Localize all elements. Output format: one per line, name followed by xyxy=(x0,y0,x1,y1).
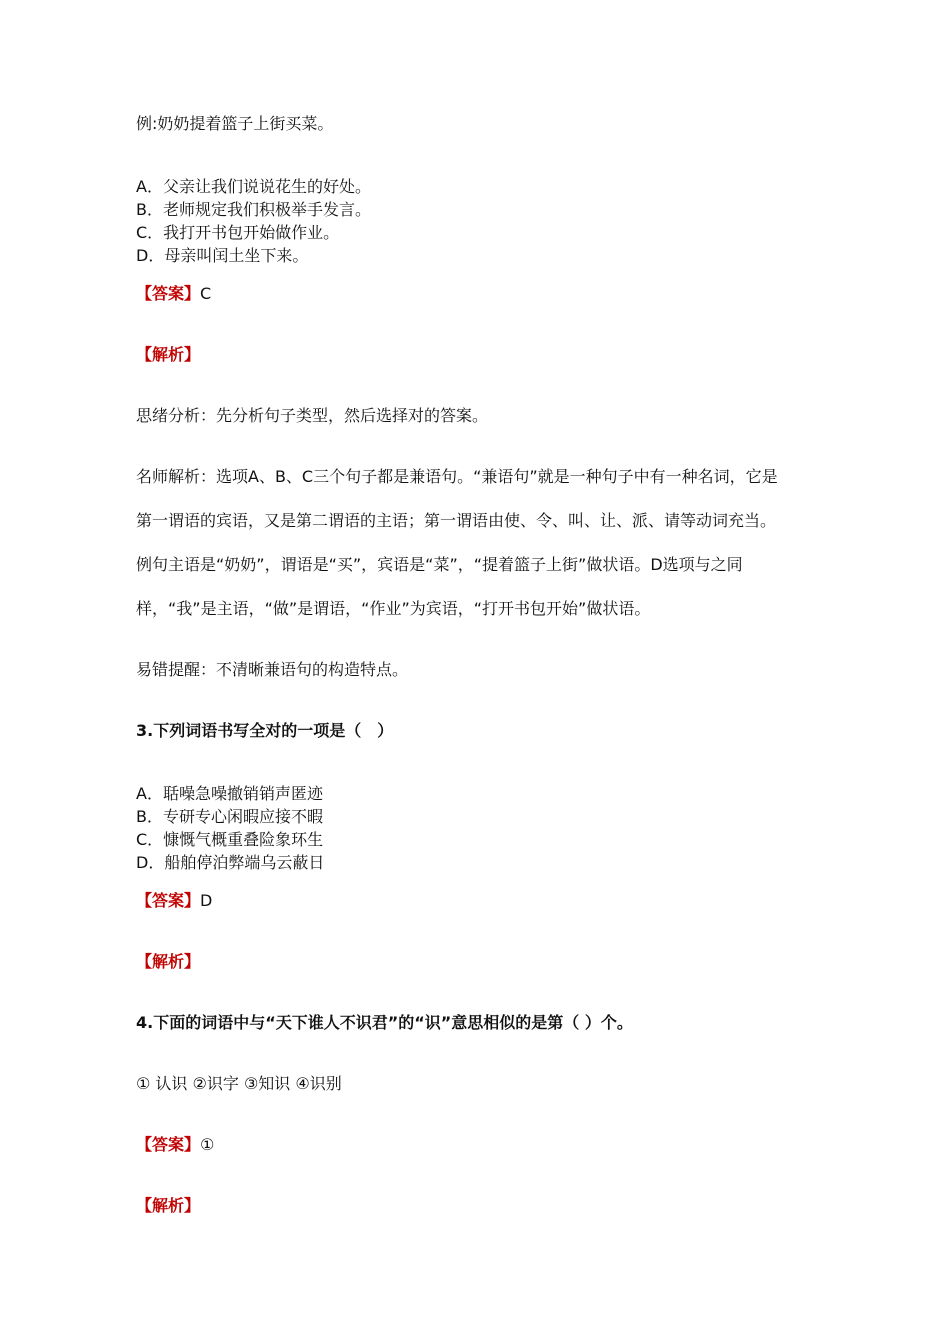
q4-answer-row xyxy=(136,1134,214,1156)
q3-option-b: B．专研专心闲暇应接不暇 xyxy=(136,807,323,826)
q4-analysis-label: 【解析】 xyxy=(136,1196,201,1215)
question-4-stem: 4.下面的词语中与“天下谁人不识君”的“识”意思相似的是第（ ）个。 xyxy=(136,1013,633,1032)
example-sentence: 例:奶奶提着篮子上街买菜。 xyxy=(136,114,334,133)
q4-answer-label: 【答案】 xyxy=(136,1135,201,1154)
answer-label: 【答案】 xyxy=(136,284,201,303)
question-3-stem: 3.下列词语书写全对的一项是（ ） xyxy=(136,721,394,740)
q4-choices: ① 认识 ②识字 ③知识 ④识别 xyxy=(136,1074,342,1093)
explain-line-3: 例句主语是“奶奶”，谓语是“买”，宾语是“菜”，“提着篮子上街”做状语。D选项与之同 xyxy=(136,555,743,574)
option-a: A．父亲让我们说说花生的好处。 xyxy=(136,177,371,196)
q3-option-a: A．聒噪急噪撤销销声匿迹 xyxy=(136,784,323,803)
thinking-analysis: 思绪分析：先分析句子类型，然后选择对的答案。 xyxy=(136,406,489,425)
mistake-reminder: 易错提醒：不清晰兼语句的构造特点。 xyxy=(136,660,409,679)
answer-value: C xyxy=(200,284,212,303)
q3-option-d: D．船舶停泊弊端乌云蔽日 xyxy=(136,853,325,872)
explain-line-2: 第一谓语的宾语，又是第二谓语的主语；第一谓语由使、令、叫、让、派、请等动词充当。 xyxy=(136,511,777,530)
q3-answer-value: D xyxy=(200,891,213,910)
q4-answer-value: ① xyxy=(200,1135,215,1154)
q3-answer-label: 【答案】 xyxy=(136,891,201,910)
q3-analysis-label: 【解析】 xyxy=(136,952,201,971)
answer-row xyxy=(136,283,211,305)
q3-answer-row xyxy=(136,890,212,912)
explain-line-1: 名师解析：选项A、B、C三个句子都是兼语句。“兼语句”就是一种句子中有一种名词，它是 xyxy=(136,467,778,486)
q3-option-c: C．慷慨气概重叠险象环生 xyxy=(136,830,324,849)
explain-line-4: 样，“我”是主语，“做”是谓语，“作业”为宾语，“打开书包开始”做状语。 xyxy=(136,599,651,618)
option-d: D．母亲叫闰土坐下来。 xyxy=(136,246,309,265)
option-b: B．老师规定我们积极举手发言。 xyxy=(136,200,371,219)
option-c: C．我打开书包开始做作业。 xyxy=(136,223,340,242)
analysis-label: 【解析】 xyxy=(136,345,201,364)
